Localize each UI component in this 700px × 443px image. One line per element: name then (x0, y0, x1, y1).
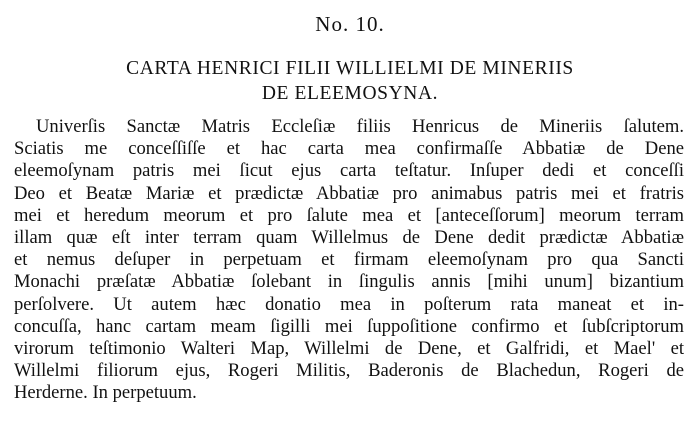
title-line-1: CARTA HENRICI FILII WILLIELMI DE MINERIIS (126, 58, 574, 79)
body-line-6: illam quæ eſt inter terram quam Willelmus de Dene dedit prædictæ Abbatiæ (14, 226, 684, 248)
charter-body (14, 116, 684, 404)
body-line-1: Univerſis Sanctæ Matris Eccleſiæ filiis Henricus de Mineriis ſalutem. (36, 116, 684, 137)
body-line-7: et nemus deſuper in perpetuam et firmam eleemoſynam pro qua Sancti (14, 249, 684, 271)
body-line-5: mei et heredum meorum et pro ſalute mea et [anteceſſorum] meorum terram (14, 204, 684, 226)
body-line-2: Sciatis me conceſſiſſe et hac carta mea confirmaſſe Abbatiæ de Dene (14, 138, 684, 160)
document-title (0, 56, 700, 106)
body-line-4: Deo et Beatæ Mariæ et prædictæ Abbatiæ pro animabus patris mei et fratris (14, 182, 684, 204)
body-line-8: Monachi præſatæ Abbatiæ ſolebant in ſingulis annis [mihi unum] bizantium (14, 271, 684, 293)
body-line-12: Willelmi filiorum ejus, Rogeri Militis, Baderonis de Blachedun, Rogeri de (14, 360, 684, 382)
title-line-2: DE ELEEMOSYNA. (261, 83, 439, 104)
body-line-11: virorum teſtimonio Walteri Map, Willelmi de Dene, et Galfridi, et Mael' et (14, 337, 684, 359)
document-number: No. 10. (315, 12, 385, 36)
body-line-9: perſolvere. Ut autem hæc donatio mea in poſterum rata maneat et in- (14, 293, 684, 315)
body-line-10: concuſſa, hanc cartam meam ſigilli mei ſuppoſitione confirmo et ſubſcriptorum (14, 315, 684, 337)
body-line-13: Herderne. In perpetuum. (14, 382, 197, 404)
body-line-3: eleemoſynam patris mei ſicut ejus carta teſtatur. Inſuper dedi et conceſſi (14, 160, 684, 182)
